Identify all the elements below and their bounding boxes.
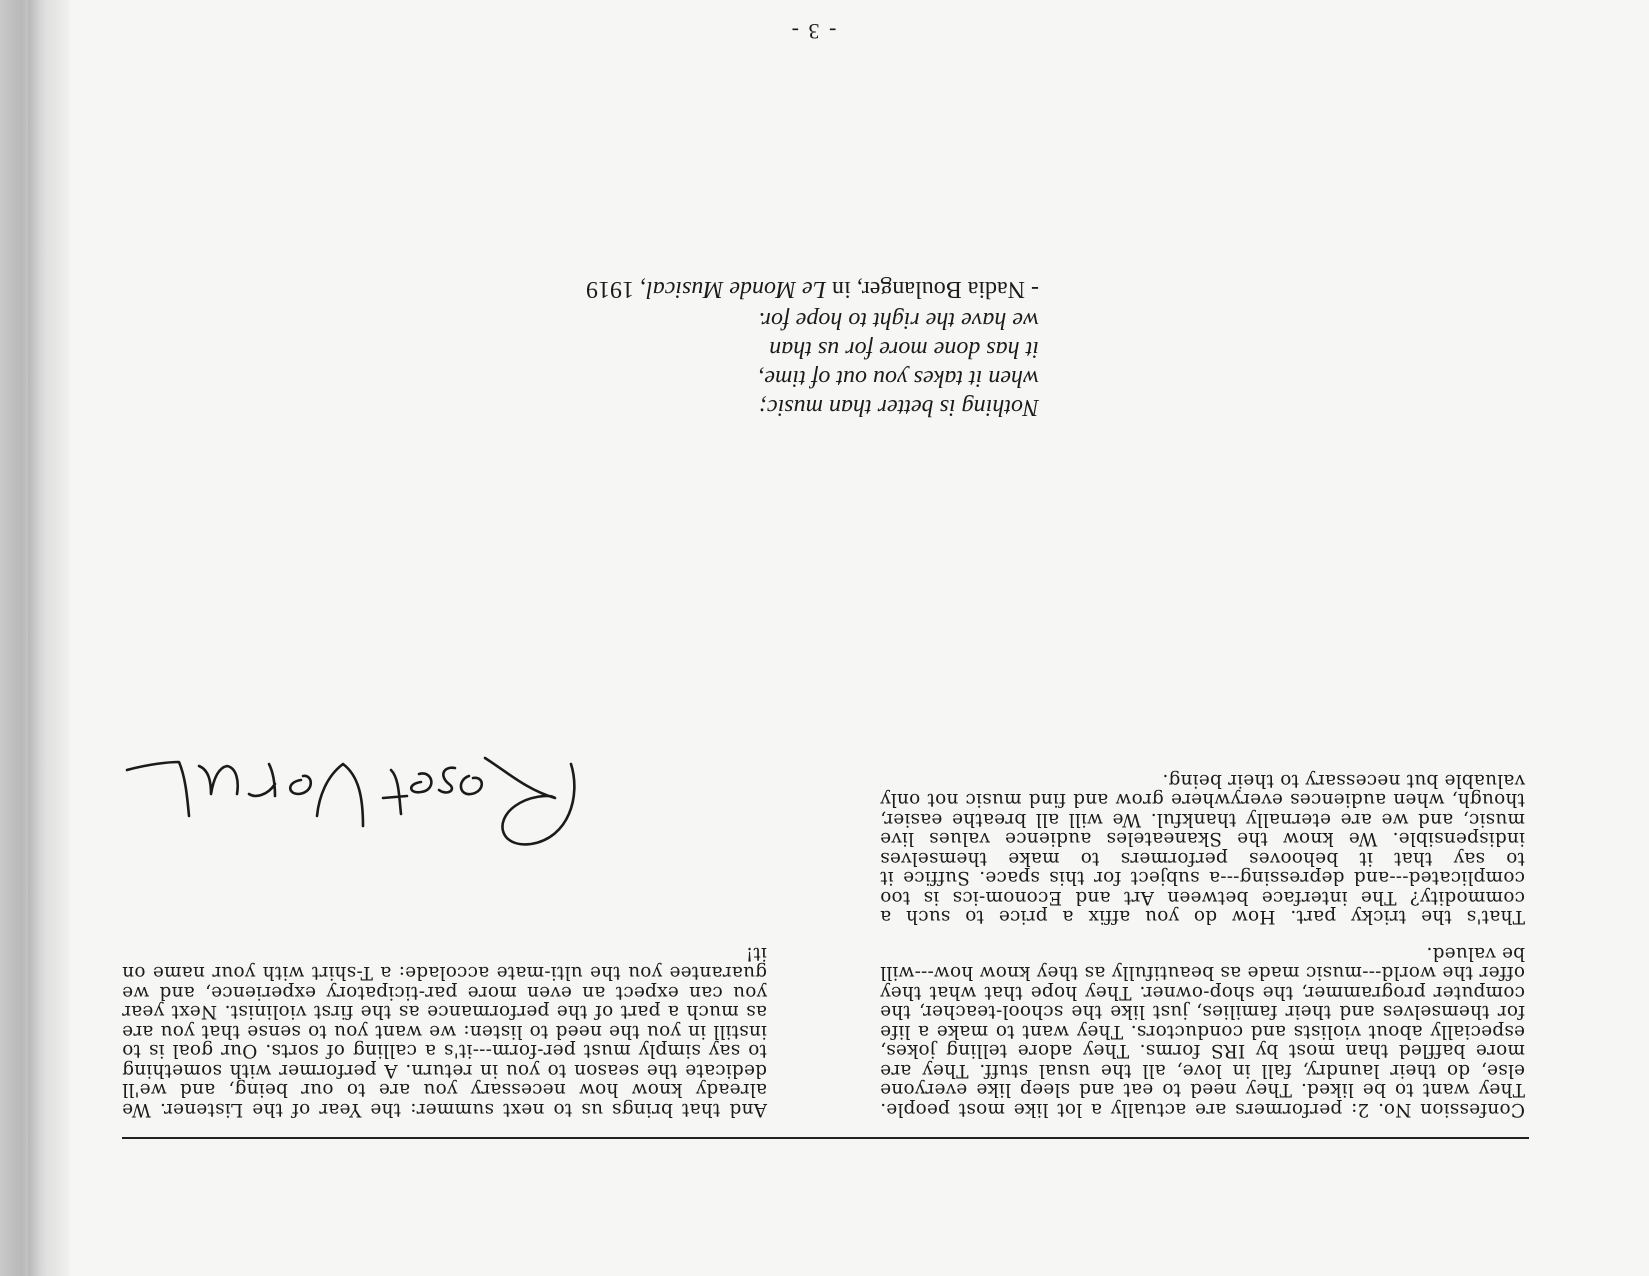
handwritten-signature xyxy=(109,746,589,856)
page-number: - 3 - xyxy=(789,19,837,44)
horizontal-rule xyxy=(122,1137,1529,1139)
right-column xyxy=(122,927,767,1120)
quote-line-3: it has done more for us than xyxy=(769,336,1039,362)
quote-line-1: Nothing is better than music; xyxy=(759,394,1039,420)
epigraph-quote xyxy=(319,274,1039,421)
attribution-author: - Nadia Boulanger, in xyxy=(826,276,1039,302)
quote-attribution xyxy=(319,274,1039,303)
paragraph-confession: Confession No. 2: performers are actually a lot like most people. They want to be liked. They need to eat and sleep like everyone else, do their laundry, fall in love, all the usual stuff. They are more baffled than most by IRS forms. They adore telling jokes, especially about violists and conductors. They want to make a life for themselves and their families, just like the school-teacher, the computer programmer, the shop-owner. They hope that what they offer the world---music made as beautifully as they know how---will be valued. xyxy=(880,943,1525,1120)
paragraph-tricky-part: That's the tricky part. How do you affix a price to such a commodity? The interface between Art and Econom-ics is too complicated---and depressing---a subject for this space. Suffice it to say that it behooves performers to make themselves indispensible. We know the Skaneateles audience values live music, and we are eternally thankful. We will all breathe easier, though, when audiences everywhere grow and find music not only valuable but necessary to their being. xyxy=(880,770,1525,928)
attribution-work: Le Monde Musical xyxy=(646,276,827,302)
quote-line-2: when it takes you out of time, xyxy=(758,365,1039,391)
left-column xyxy=(880,754,1525,1120)
quote-line-4: we have the right to hope for. xyxy=(758,307,1039,333)
paragraph-year-of-listener: And that brings us to next summer: the Year of the Listener. We already know how necessary you are to our being, and we'll dedicate the season to you in return. A performer with something to say simply must per-form---it's a calling of sorts. Our goal is to instill in you the need to listen: we want you to sense that you are as much a part of the performance as the first violinist. Next year you can expect an even more par-ticipatory experience, and we guarantee you the ulti-mate accolade: a T-shirt with your name on it! xyxy=(122,943,767,1120)
attribution-year: , 1919 xyxy=(586,276,647,302)
